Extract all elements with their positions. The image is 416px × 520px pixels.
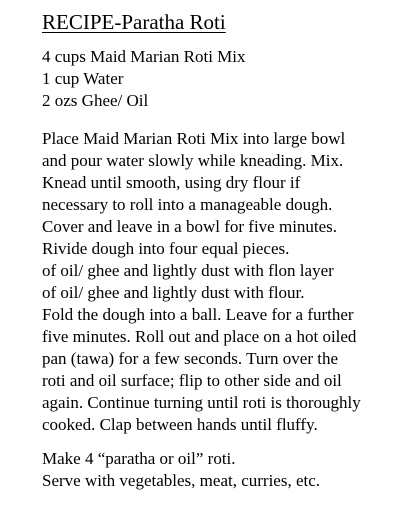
ingredients-list (42, 46, 246, 112)
method-line: Rivide dough into four equal pieces. (42, 239, 290, 258)
method-line: Fold the dough into a ball. Leave for a further (42, 305, 354, 324)
method-line: and pour water slowly while kneading. Mix. (42, 151, 344, 170)
method-line: pan (tawa) for a few seconds. Turn over the (42, 349, 338, 368)
method-paragraph (42, 128, 361, 436)
yield-paragraph (42, 448, 320, 492)
ingredient-line: 2 ozs Ghee/ Oil (42, 91, 149, 110)
ingredient-line: 4 cups Maid Marian Roti Mix (42, 47, 246, 66)
method-line: Knead until smooth, using dry flour if (42, 173, 301, 192)
method-line: again. Continue turning until roti is thoroughly (42, 393, 361, 412)
method-line: cooked. Clap between hands until fluffy. (42, 415, 318, 434)
method-line: Place Maid Marian Roti Mix into large bowl (42, 129, 346, 148)
method-line: roti and oil surface; flip to other side and oil (42, 371, 342, 390)
yield-line: Serve with vegetables, meat, curries, etc. (42, 471, 321, 490)
recipe-title: RECIPE-Paratha Roti (42, 10, 226, 34)
method-line: five minutes. Roll out and place on a hot oiled (42, 327, 357, 346)
method-line: necessary to roll into a manageable dough. (42, 195, 333, 214)
method-line: of oil/ ghee and lightly dust with flon layer (42, 261, 334, 280)
yield-line: Make 4 “paratha or oil” roti. (42, 449, 236, 468)
ingredient-line: 1 cup Water (42, 69, 124, 88)
method-line: of oil/ ghee and lightly dust with flour. (42, 283, 305, 302)
method-line: Cover and leave in a bowl for five minutes. (42, 217, 338, 236)
